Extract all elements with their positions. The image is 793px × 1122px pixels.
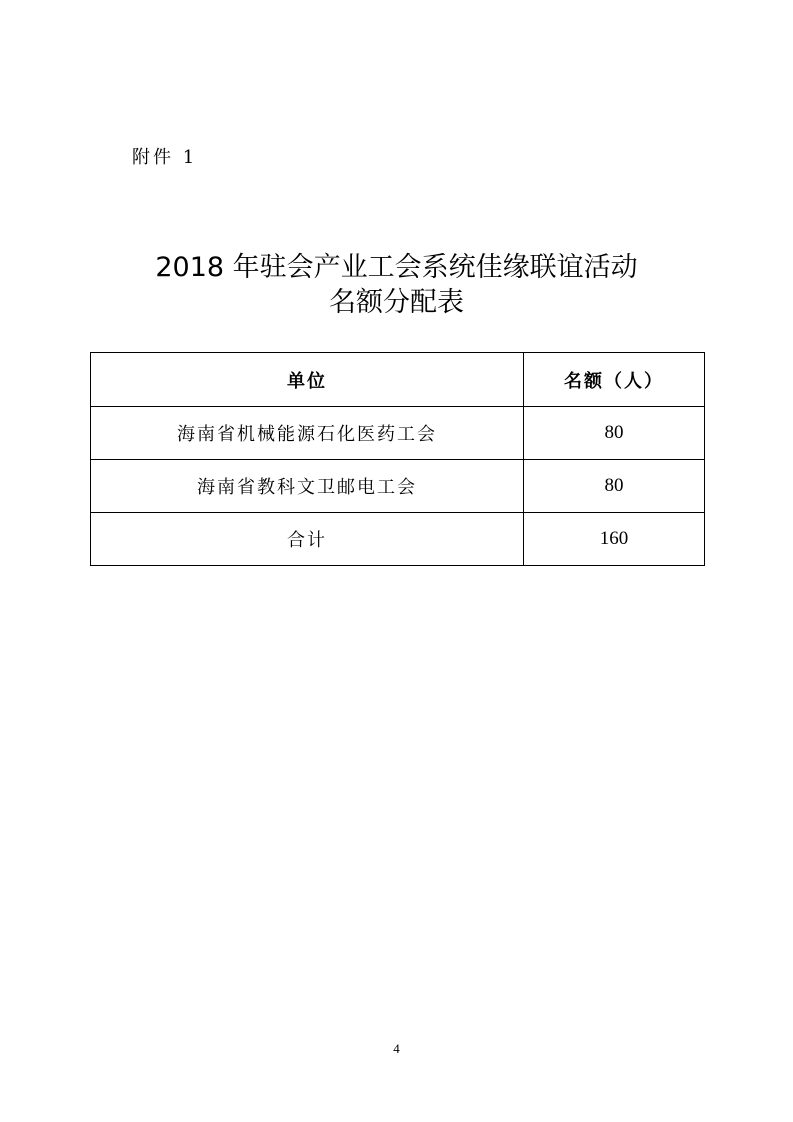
total-quota-cell: 160 (524, 513, 705, 566)
quota-allocation-table (90, 352, 705, 566)
header-quota: 名额（人） (524, 353, 705, 407)
table-row (91, 460, 705, 513)
unit-cell: 海南省教科文卫邮电工会 (91, 460, 524, 513)
document-title-line-1: 2018 年驻会产业工会系统佳缘联谊活动 (155, 252, 638, 283)
table-row (91, 407, 705, 460)
page-number: 4 (393, 1041, 400, 1056)
total-row (91, 513, 705, 566)
quota-cell: 80 (524, 407, 705, 460)
attachment-label: 附件 1 (132, 147, 198, 168)
total-label-cell: 合计 (91, 513, 524, 566)
header-unit: 单位 (91, 353, 524, 407)
quota-cell: 80 (524, 460, 705, 513)
document-title-line-2: 名额分配表 (329, 287, 464, 318)
table-header-row (91, 353, 705, 407)
unit-cell: 海南省机械能源石化医药工会 (91, 407, 524, 460)
